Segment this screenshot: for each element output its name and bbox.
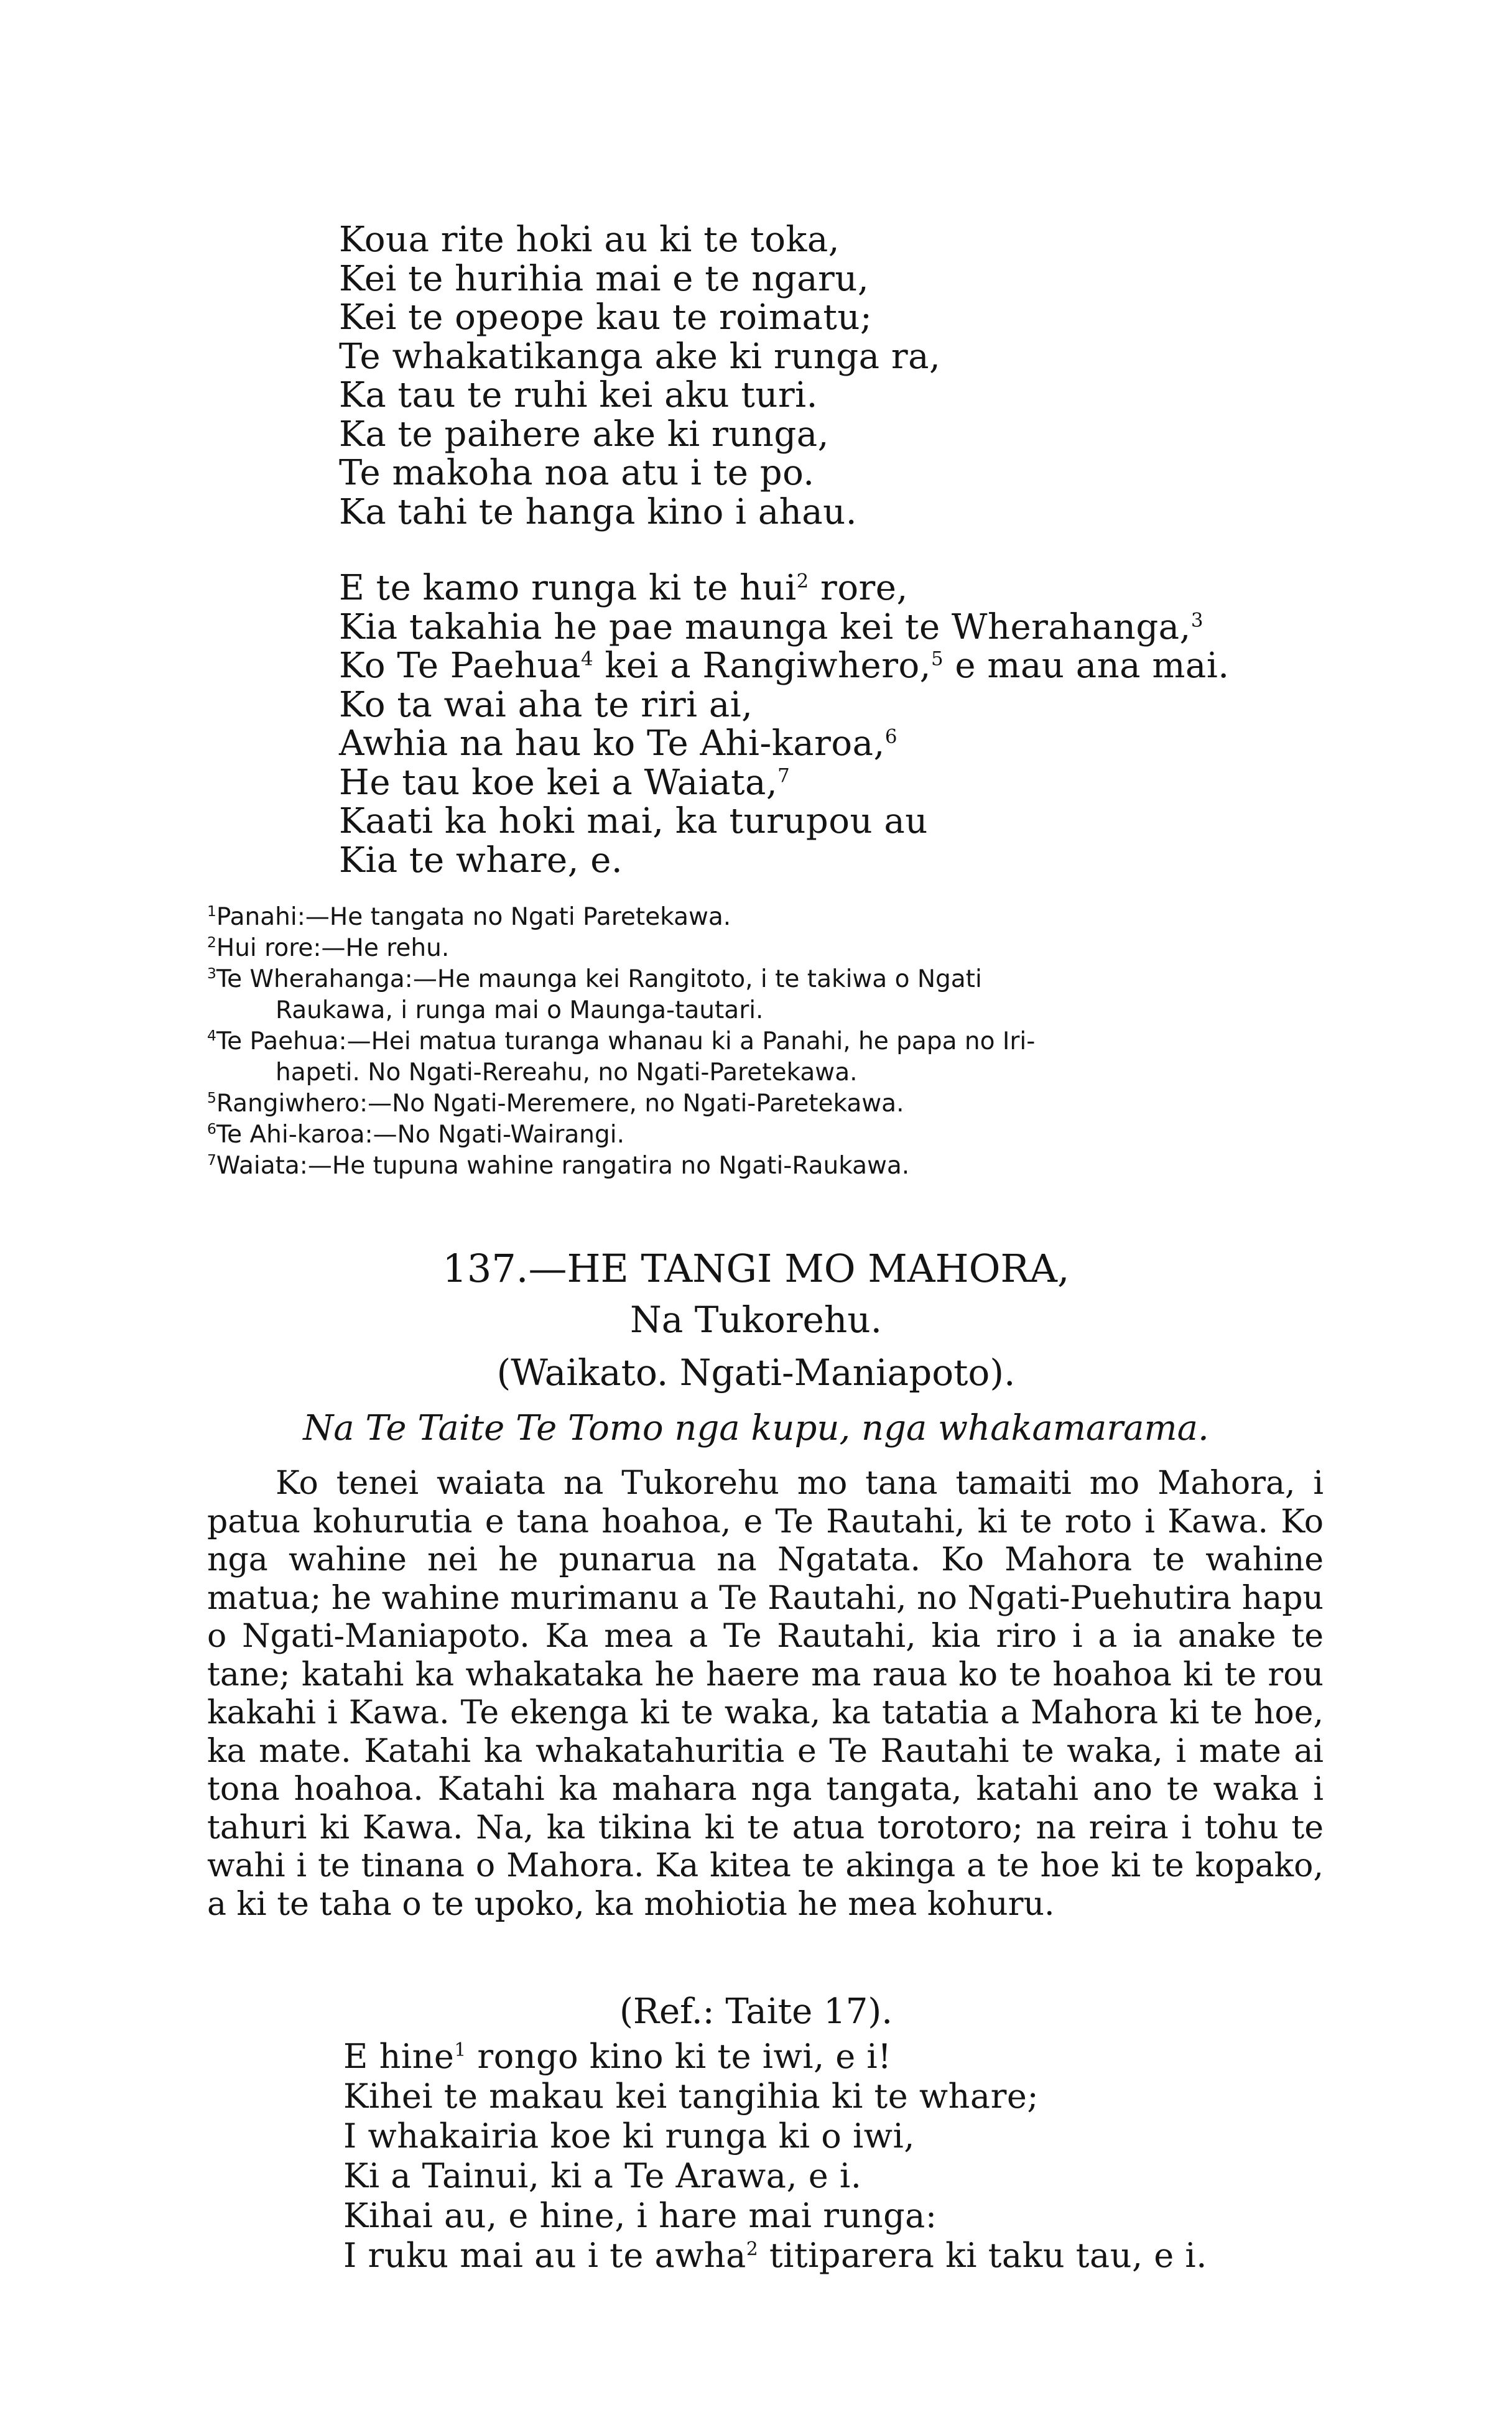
verse-line: Ki a Tainui, ki a Te Arawa, e i. [343,2156,862,2195]
stanza-three [343,2037,1207,2276]
footnote [207,933,1324,964]
verse-line: Kei te hurihia mai e te ngaru, [339,258,870,299]
footnote [207,1088,1324,1119]
footnote-number: 4 [207,1027,216,1044]
footnote-number: 5 [207,1089,216,1106]
footnote-marker: 5 [930,647,944,670]
footnote-marker: 1 [454,2039,466,2061]
verse-text: rore, [809,568,908,608]
verse-line: Te makoha noa atu i te po. [339,453,815,493]
footnote-text: Te Paehua:—Hei matua turanga whanau ki a Panahi, he papa no Iri- [216,1027,1036,1055]
verse-line [339,647,1230,686]
footnote-marker: 2 [796,570,809,593]
reference-note: (Ref.: Taite 17). [619,1991,893,2032]
song-tribe: (Waikato. Ngati-Maniapoto). [496,1351,1016,1394]
verse-text: rongo kino ki te iwi, e i! [466,2037,892,2076]
footnote [207,902,1324,933]
stanza-one [339,221,940,532]
verse-line: Ka tau te ruhi kei aku turi. [339,375,818,415]
footnote-marker: 2 [746,2238,759,2260]
verse-line: Kia te whare, e. [339,840,623,881]
verse-text: Kia takahia he pae maunga kei te Wherahanga, [339,606,1191,647]
verse-text: E te kamo runga ki te hui [339,568,797,608]
footnote [207,1119,1324,1151]
verse-text: Ko Te Paehua [339,646,582,686]
footnote-marker: 3 [1190,608,1204,631]
footnote-continuation: hapeti. No Ngati-Rereahu, no Ngati-Paretekawa. [276,1059,858,1087]
verse-text: I ruku mai au i te awha [343,2236,746,2275]
footnote-number: 6 [207,1120,216,1138]
verse-text: kei a Rangiwhero, [593,646,931,686]
verse-text: E hine [343,2037,455,2076]
verse-text: Awhia na hau ko Te Ahi-karoa, [339,723,885,764]
verse-line: I whakairia koe ki runga ki o iwi, [343,2116,915,2156]
footnote [207,964,1324,995]
verse-line [339,608,1230,647]
explanation [207,1465,1324,1924]
song-title: 137.—HE TANGI MO MAHORA, [442,1246,1070,1291]
verse-line [343,2236,1207,2276]
song-author: Na Tukorehu. [629,1299,883,1341]
verse-line [339,569,1230,608]
footnote-text: Panahi:—He tangata no Ngati Paretekawa. [216,903,731,931]
song-source: Na Te Taite Te Tomo nga kupu, nga whakamarama. [303,1408,1209,1448]
footnote-text: Te Ahi-karoa:—No Ngati-Wairangi. [216,1121,624,1149]
verse-line [339,764,1230,803]
footnote-number: 2 [207,934,216,951]
footnote-text: Te Wherahanga:—He maunga kei Rangitoto, i te takiwa o Ngati [216,965,982,993]
verse-line [343,2037,1207,2077]
verse-text: He tau koe kei a Waiata, [339,762,778,803]
footnote-text: Waiata:—He tupuna wahine rangatira no Ngati-Raukawa. [216,1152,910,1180]
verse-text: e mau ana mai. [944,646,1230,686]
footnote-marker: 6 [884,725,897,748]
verse-line: Kei te opeope kau te roimatu; [339,297,873,338]
footnote-marker: 4 [581,647,594,670]
verse-line: Ko ta wai aha te riri ai, [339,684,753,725]
footnote-text: Rangiwhero:—No Ngati-Meremere, no Ngati-Paretekawa. [216,1090,904,1118]
footnote [207,1026,1324,1057]
stanza-two [339,569,1230,880]
footnote-number: 1 [207,902,216,920]
footnote-marker: 7 [777,764,791,787]
footnote-number: 7 [207,1151,216,1169]
verse-line: Kihei te makau kei tangihia ki te whare; [343,2077,1039,2116]
footnotes [207,902,1324,1182]
verse-text: titiparera ki taku tau, e i. [758,2236,1207,2275]
verse-line: Ka te paihere ake ki runga, [339,414,829,455]
footnote-continuation: Raukawa, i runga mai o Maunga-tautari. [276,996,764,1024]
verse-line: Ka tahi te hanga kino i ahau. [339,491,858,532]
footnote-text: Hui rore:—He rehu. [216,934,450,962]
verse-line: Kaati ka hoki mai, ka turupou au [339,801,928,841]
verse-line: Te whakatikanga ake ki runga ra, [339,336,941,377]
verse-line [339,725,1230,764]
footnote-number: 3 [207,965,216,982]
explanation-paragraph: Ko tenei waiata na Tukorehu mo tana tamaiti mo Mahora, i patua kohurutia e tana hoahoa, e Te Rautahi, ki te roto i Kawa. Ko nga wahine nei he punarua na Ngatata. Ko Mahora te wahine matua; he wahine murimanu a Te Rautahi, no Ngati-Puehutira hapu o Ngati-Maniapoto. Ka mea a Te Rautahi, kia riro i a ia anake te tane; katahi ka whakataka he haere ma raua ko te hoahoa ki te rou kakahi i Kawa. Te ekenga ki te waka, ka tatatia a Mahora ki te hoe, ka mate. Katahi ka whakatahuritia e Te Rautahi te waka, i mate ai tona hoahoa. Katahi ka mahara nga tangata, katahi ano te waka i tahuri ki Kawa. Na, ka tikina ki te atua torotoro; na reira i tohu te wahi i te tinana o Mahora. Ka kitea te akinga a te hoe ki te kopako, a ki te taha o te upoko, ka mohiotia he mea kohuru. [207,1465,1324,1923]
verse-line: Kihai au, e hine, i hare mai runga: [343,2196,937,2235]
footnote [207,1151,1324,1182]
verse-line: Koua rite hoki au ki te toka, [339,220,840,260]
